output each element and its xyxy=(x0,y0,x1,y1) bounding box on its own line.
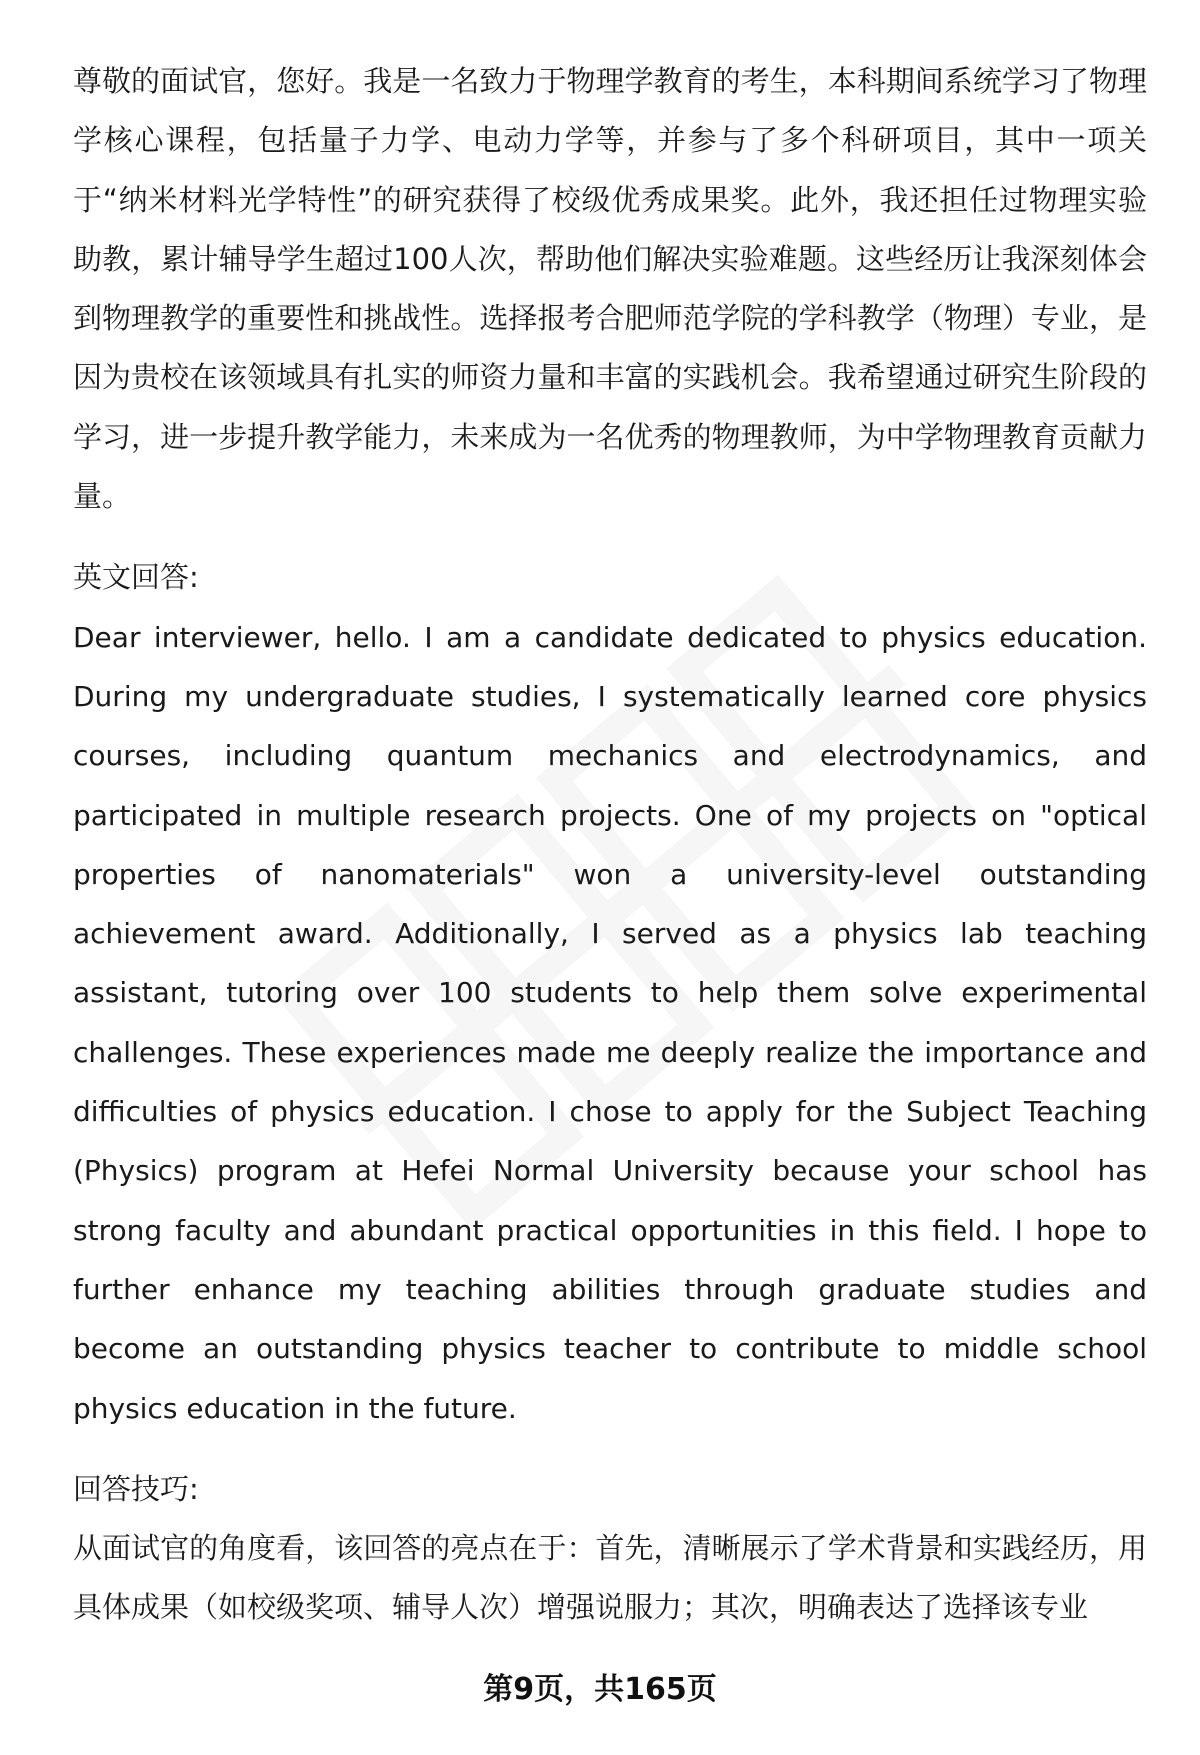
english-answer-paragraph: Dear interviewer, hello. I am a candidate dedicated to physics education. During my undergraduate studies, I systematically learned core physics courses, including quantum mechanics and electrodynamics, and participated in multiple research projects. One of my projects on "optical properties of nanomaterials" won a university-level outstanding achievement award. Additionally, I served as a physics lab teaching assistant, tutoring over 100 students to help them solve experimental challenges. These experiences made me deeply realize the importance and difficulties of physics education. I chose to apply for the Subject Teaching (Physics) program at Hefei Normal University because your school has strong faculty and abundant practical opportunities in this field. I hope to further enhance my teaching abilities through graduate studies and become an outstanding physics teacher to contribute to middle school physics education in the future. xyxy=(73,620,1147,1425)
english-answer-heading: 英文回答: xyxy=(73,560,199,595)
answer-tips-paragraph: 从面试官的角度看，该回答的亮点在于：首先，清晰展示了学术背景和实践经历，用具体成果（如校级奖项、辅导人次）增强说服力；其次，明确表达了选择该专业 xyxy=(73,1531,1147,1625)
answer-tips-heading: 回答技巧: xyxy=(73,1471,199,1506)
page-number-footer: 第9页，共165页 xyxy=(483,1672,717,1707)
document-page xyxy=(73,52,1147,1638)
intro-paragraph: 尊敬的面试官，您好。我是一名致力于物理学教育的考生，本科期间系统学习了物理学核心课程，包括量子力学、电动力学等，并参与了多个科研项目，其中一项关于“纳米材料光学特性”的研究获得了校级优秀成果奖。此外，我还担任过物理实验助教，累计辅导学生超过100人次，帮助他们解决实验难题。这些经历让我深刻体会到物理教学的重要性和挑战性。选择报考合肥师范学院的学科教学（物理）专业，是因为贵校在该领域具有扎实的师资力量和丰富的实践机会。我希望通过研究生阶段的学习，进一步提升教学能力，未来成为一名优秀的物理教师，为中学物理教育贡献力量。 xyxy=(73,64,1147,514)
